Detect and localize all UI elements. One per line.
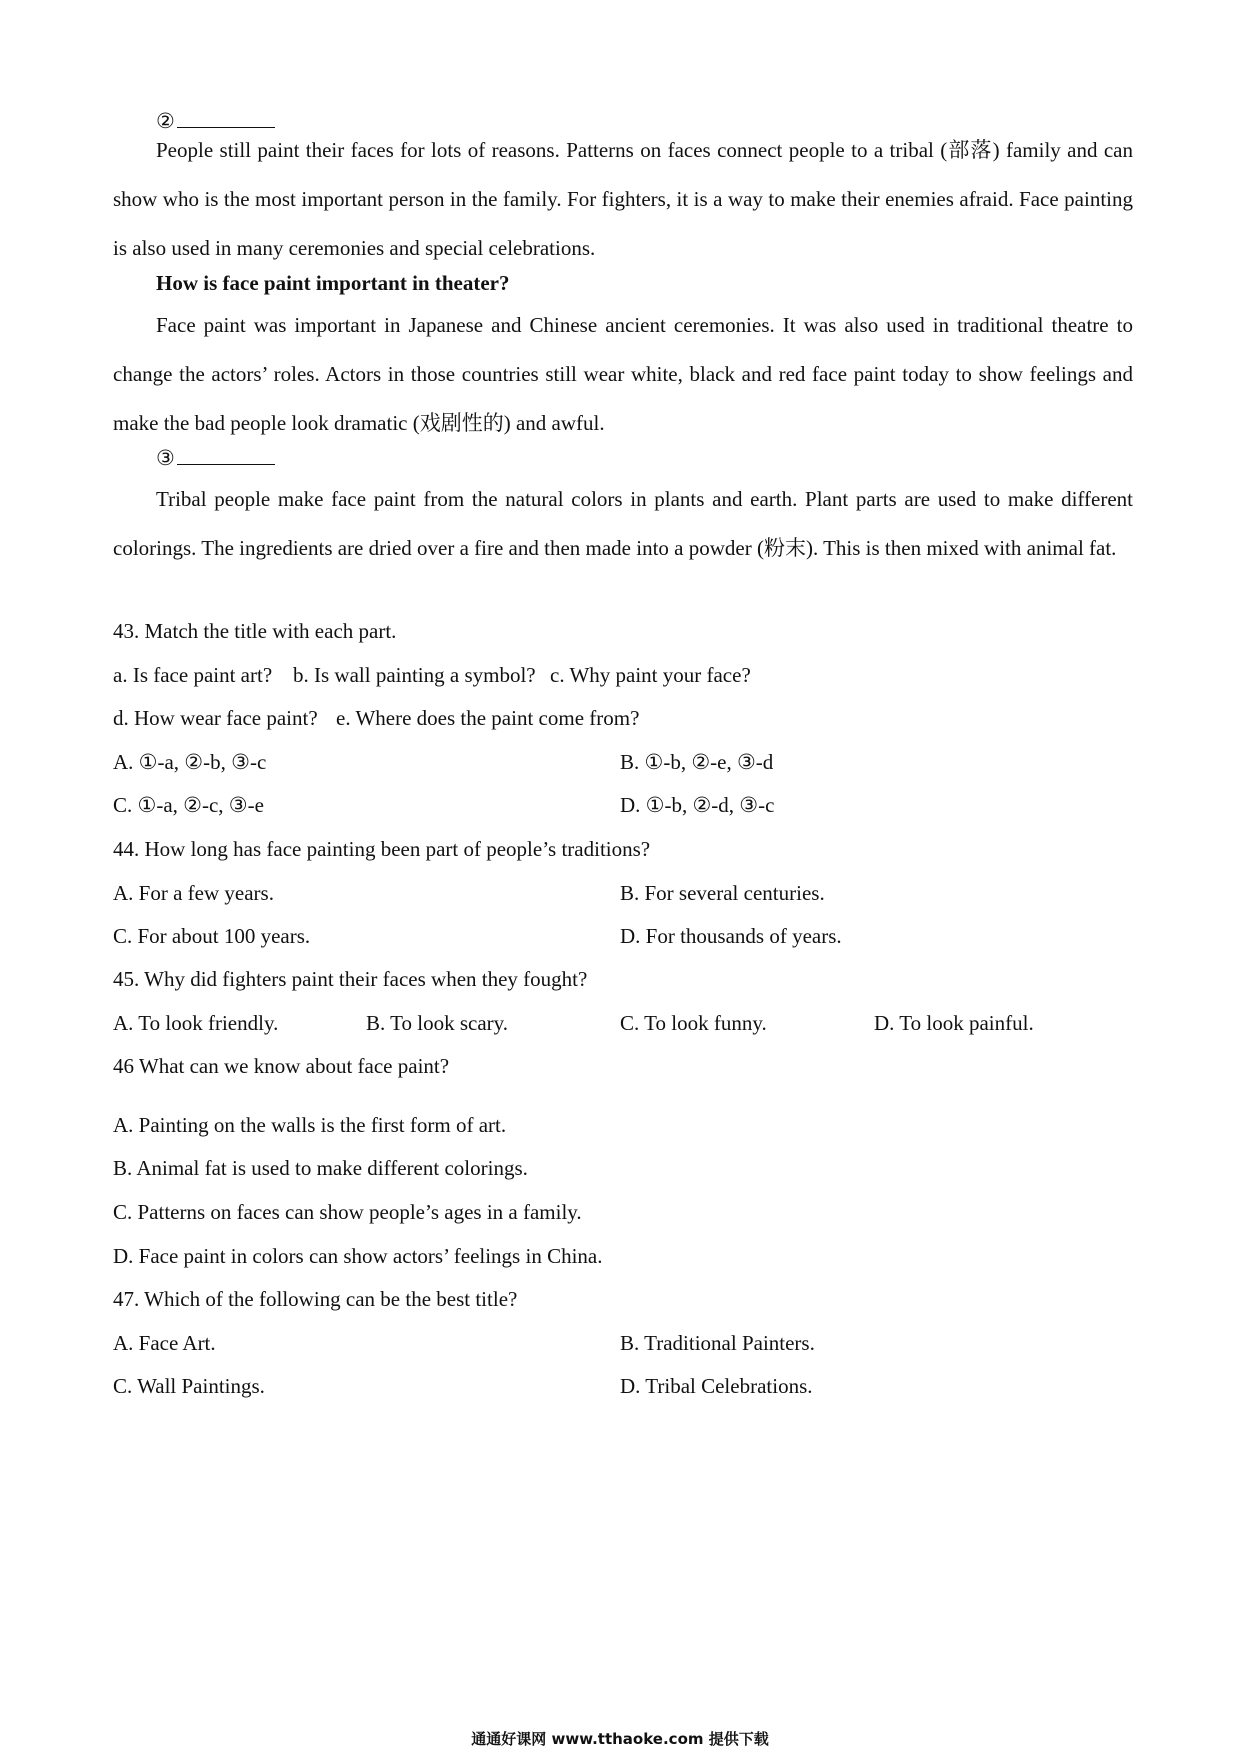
answer-blank [177, 107, 275, 128]
question-46-option-a: A. Painting on the walls is the first form of art. [113, 1113, 507, 1137]
question-43-titles-row1 [113, 662, 1133, 688]
marker-number: ③ [156, 446, 175, 470]
question-45-option-b: B. To look scary. [366, 1011, 509, 1035]
question-44-option-a: A. For a few years. [113, 881, 274, 905]
question-43-option-b: B. ①-b, ②-e, ③-d [620, 750, 774, 774]
paragraph-reasons: People still paint their faces for lots of reasons. Patterns on faces connect people to a tribal (部落) family and can show who is the most important person in the family. For fighters, it is a way to make their enemies afraid. Face painting is also used in many ceremonies and special celebrations. [113, 138, 1133, 260]
question-46-stem: 46 What can we know about face paint? [113, 1054, 450, 1078]
question-44-stem: 44. How long has face painting been part of people’s traditions? [113, 837, 651, 861]
question-47-option-d: D. Tribal Celebrations. [620, 1374, 813, 1398]
question-43-stem: 43. Match the title with each part. [113, 619, 397, 643]
question-46-option-b: B. Animal fat is used to make different colorings. [113, 1156, 528, 1180]
paragraph-theater: Face paint was important in Japanese and Chinese ancient ceremonies. It was also used in traditional theatre to change the actors’ roles. Actors in those countries still wear white, black and red face paint today to show feelings and make the bad people look dramatic (戏剧性的) and awful. [113, 313, 1133, 435]
page-footer: 通通好课网 www.tthaoke.com 提供下载 [471, 1730, 769, 1748]
question-47-option-c: C. Wall Paintings. [113, 1374, 265, 1398]
marker-number: ② [156, 109, 175, 133]
title-option: e. Where does the paint come from? [336, 706, 640, 730]
section-heading-theater: How is face paint important in theater? [156, 271, 510, 295]
question-44-option-c: C. For about 100 years. [113, 924, 311, 948]
question-47-option-a: A. Face Art. [113, 1331, 216, 1355]
question-44-option-b: B. For several centuries. [620, 881, 825, 905]
question-43-option-d: D. ①-b, ②-d, ③-c [620, 793, 775, 817]
question-46-option-d: D. Face paint in colors can show actors’ feelings in China. [113, 1244, 603, 1268]
question-45-options [113, 1010, 1133, 1036]
question-45-stem: 45. Why did fighters paint their faces when they fought? [113, 967, 588, 991]
question-43-option-c: C. ①-a, ②-c, ③-e [113, 793, 264, 817]
question-47-option-b: B. Traditional Painters. [620, 1331, 815, 1355]
part-marker-3 [156, 444, 275, 471]
question-44-option-d: D. For thousands of years. [620, 924, 842, 948]
question-45-option-c: C. To look funny. [620, 1011, 767, 1035]
answer-blank [177, 444, 275, 465]
title-option: d. How wear face paint? [113, 706, 318, 730]
title-option: c. Why paint your face? [550, 663, 751, 687]
question-45-option-d: D. To look painful. [874, 1011, 1034, 1035]
title-option: b. Is wall painting a symbol? [293, 663, 536, 687]
document-page [113, 0, 1133, 1754]
title-option: a. Is face paint art? [113, 663, 273, 687]
question-47-stem: 47. Which of the following can be the best title? [113, 1287, 518, 1311]
question-46-option-c: C. Patterns on faces can show people’s ages in a family. [113, 1200, 582, 1224]
question-43-titles-row2 [113, 705, 1133, 731]
question-45-option-a: A. To look friendly. [113, 1011, 279, 1035]
paragraph-source: Tribal people make face paint from the natural colors in plants and earth. Plant parts are used to make different colorings. The ingredients are dried over a fire and then made into a powder (粉末). This is then mixed with animal fat. [113, 487, 1133, 560]
question-43-option-a: A. ①-a, ②-b, ③-c [113, 750, 267, 774]
